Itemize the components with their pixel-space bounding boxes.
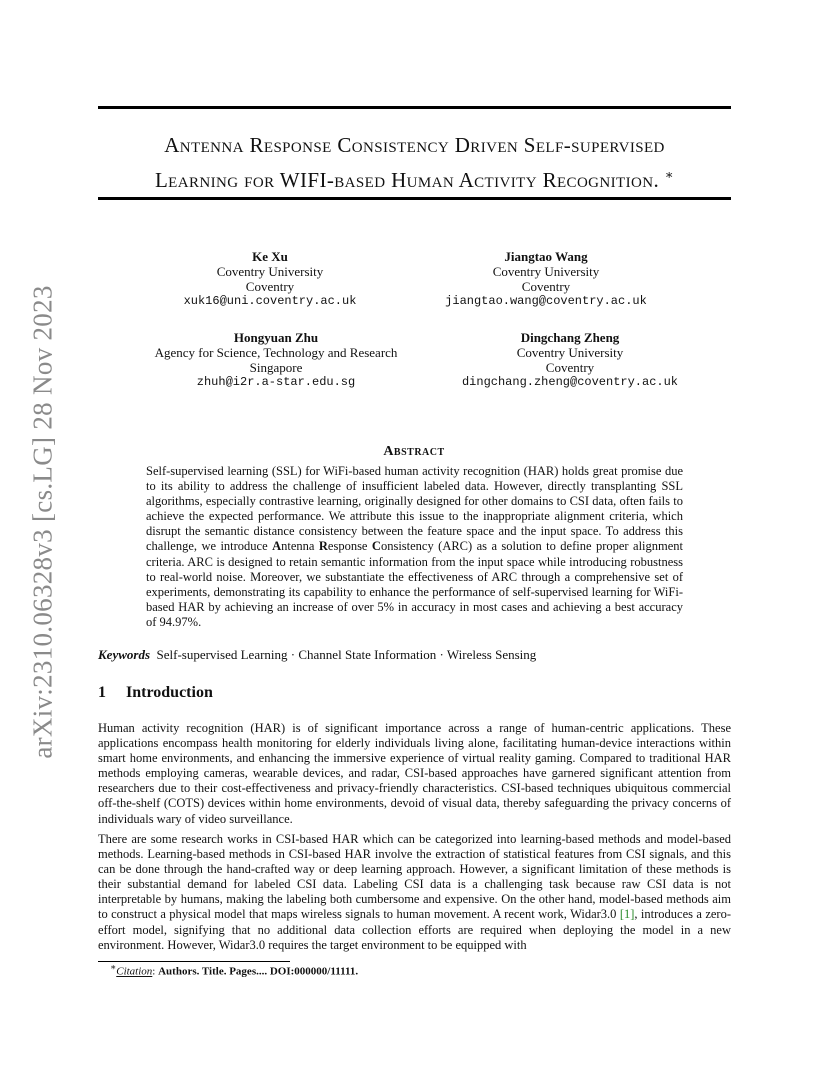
author-affiliation: Coventry University (216, 264, 324, 279)
abstract-emphasis: C (371, 539, 381, 554)
paragraph-text: , introduces a zero-effort model, signifying that no additional data collection efforts are required when deploying the model in a new environment. However, Widar3.0 requires the target environment to be equipped with (98, 907, 731, 952)
author-name: Ke Xu (252, 249, 288, 264)
keywords-label: Keywords (98, 647, 150, 662)
footnote-sep: : (152, 965, 159, 978)
paper-title (98, 130, 731, 195)
keywords-text: Self-supervised Learning · Channel State Information · Wireless Sensing (156, 647, 537, 662)
footnote-label: Citation (116, 965, 153, 978)
section-title: Introduction (126, 684, 213, 701)
arxiv-id-text: arXiv:2310.06328v3 [cs.LG] 28 Nov 2023 (27, 285, 58, 759)
section-heading (98, 684, 213, 702)
footnote (110, 962, 358, 978)
abstract-heading: Abstract (383, 444, 445, 459)
abstract-text: esponse (327, 539, 372, 554)
author-email: jiangtao.wang@coventry.ac.uk (445, 294, 647, 308)
author-email: xuk16@uni.coventry.ac.uk (183, 294, 357, 308)
author-block (126, 330, 426, 390)
author-block (120, 249, 420, 309)
title-footnote-mark: ∗ (664, 167, 675, 182)
author-affiliation: Coventry University (492, 264, 600, 279)
citation-link[interactable]: [1] (619, 907, 635, 922)
abstract-emphasis: R (318, 539, 328, 554)
abstract-emphasis: A (272, 539, 282, 554)
author-affiliation: Coventry University (516, 345, 624, 360)
abstract-text: Self-supervised learning (SSL) for WiFi-based human activity recognition (HAR) holds great promise due to its ability to address the challenge of insufficient labeled data. However, directly transplanting SSL algorithms, especially contrastive learning, originally designed for other domains to CSI data, often fails to achieve the expected performance. We attribute this issue to the inappropriate alignment criteria, which disrupt the semantic distance consistency between the feature space and the input space. To address this challenge, we introduce (146, 464, 683, 554)
title-line-1: Antenna Response Consistency Driven Self-supervised (164, 133, 665, 157)
footnote-mark: ∗ (110, 962, 117, 972)
title-line-2: Learning for WIFI-based Human Activity Recognition. ∗ (154, 167, 675, 192)
author-name: Dingchang Zheng (520, 330, 620, 345)
title-top-rule (98, 106, 731, 109)
keywords-line (98, 647, 536, 663)
section-number: 1 (98, 684, 106, 701)
author-location: Coventry (521, 279, 571, 294)
author-location: Coventry (245, 279, 295, 294)
author-location: Singapore (249, 360, 303, 375)
abstract-text: onsistency (ARC) as a solution to define proper alignment criteria. ARC is designed to retain semantic information from the input space while introducing robustness to real-world noise. Moreover, we substantiate the effectiveness of ARC through a comprehensive set of experiments, demonstrating its capability to enhance the performance of self-supervised learning for WiFi-based HAR by achieving an increase of over 5% in accuracy in most cases and achieving a best accuracy of 94.97%. (146, 539, 684, 629)
arxiv-identifier (18, 282, 68, 762)
author-name: Jiangtao Wang (504, 249, 588, 264)
paragraph-text: There are some research works in CSI-based HAR which can be categorized into learning-based methods and model-based methods. Learning-based methods in CSI-based HAR involve the extraction of statistical features from CSI signals, and this can be done through the hand-crafted way or deep learning approach. However, a significant limitation of these methods is their substantial demand for labeled CSI data. Labeling CSI data is a challenging task because raw CSI data is not interpretable by humans, making the labeling both cumbersome and expensive. On the other hand, model-based methods aim to construct a physical model that maps wireless signals to human movement. A recent work, Widar3.0 (98, 832, 731, 922)
author-email: zhuh@i2r.a-star.edu.sg (196, 375, 356, 389)
abstract-text: ntenna (281, 539, 319, 554)
author-block (396, 249, 696, 309)
author-location: Coventry (545, 360, 595, 375)
author-block (420, 330, 720, 390)
author-email: dingchang.zheng@coventry.ac.uk (461, 375, 679, 389)
footnote-text: Authors. Title. Pages.... DOI:000000/11111. (158, 965, 359, 978)
abstract-body (146, 464, 683, 630)
intro-paragraph: Human activity recognition (HAR) is of significant importance across a range of human-centric applications. These applications encompass health monitoring for elderly individuals living alone, facilitating human-device interactions within smart home environments, and enhancing the immersive experience of virtual reality gaming. Compared to traditional HAR methods employing cameras, wearable devices, and radar, CSI-based approaches have garnered significant attention from researchers due to their cost-effectiveness and privacy-friendly characteristics. CSI-based techniques ubiquitous commercial off-the-shelf (COTS) devices within home environments, devoid of visual data, thereby safeguarding the privacy concerns of individuals wary of video surveillance. (98, 721, 731, 826)
author-name: Hongyuan Zhu (233, 330, 319, 345)
author-affiliation: Agency for Science, Technology and Research (154, 345, 398, 360)
title-bottom-rule (98, 197, 731, 200)
intro-paragraph (98, 832, 731, 953)
